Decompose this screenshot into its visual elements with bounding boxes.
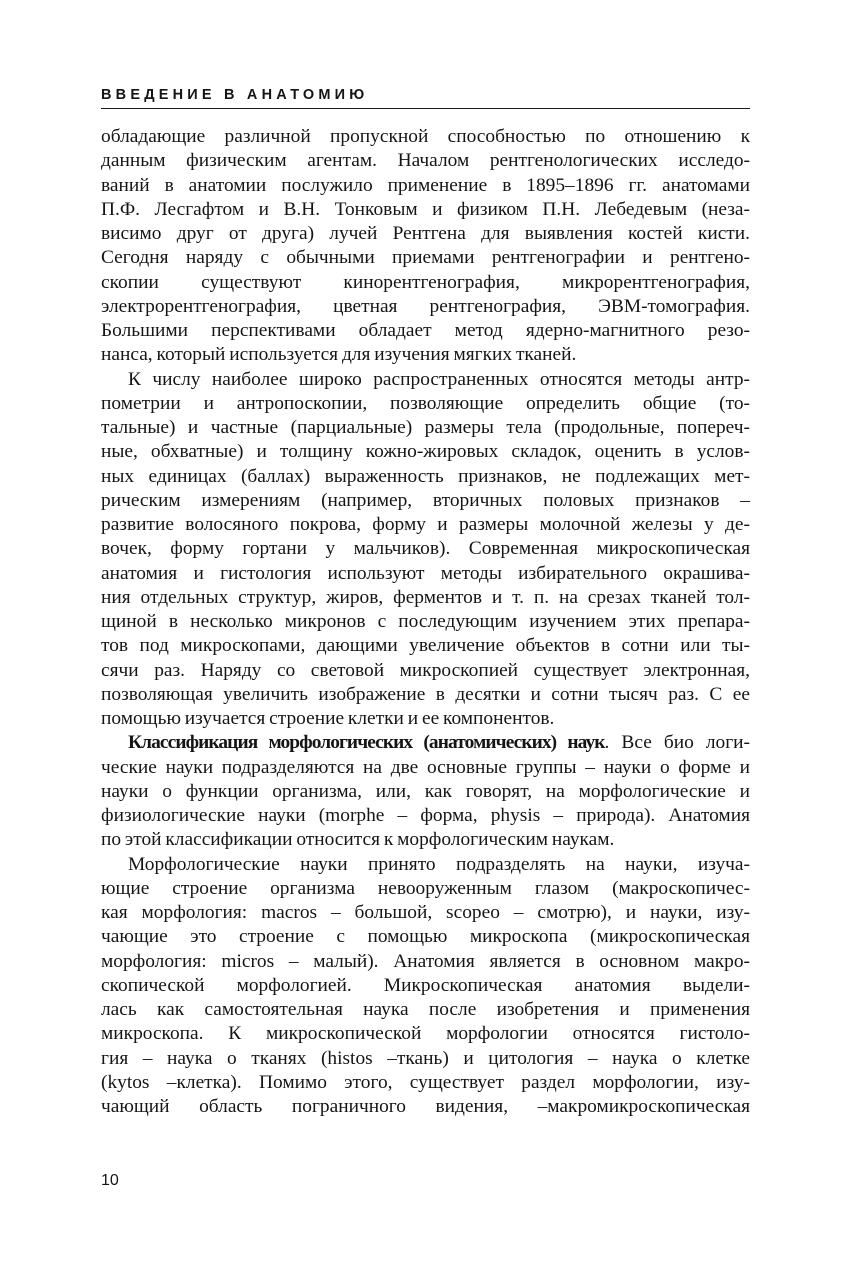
text-line: лась как самостоятельная наука после изобретения и применения <box>101 999 750 1020</box>
text-line: позволяющая увеличить изображение в десятки и сотни тысяч раз. С ее <box>101 683 750 705</box>
text-line: вочек, форму гортани у мальчиков). Современная микроскопическая <box>101 538 750 560</box>
page-number: 10 <box>101 1172 119 1189</box>
text-line: чающий область пограничного видения, –макромикроскопическая <box>101 1096 750 1117</box>
text-line: чающие это строение с помощью микроскопа (микроскопическая <box>101 926 750 948</box>
text-line: данным физическим агентам. Началом рентгенологических исследо- <box>101 150 750 172</box>
text-line: нанса, который используется для изучения мягких тканей. <box>101 344 577 366</box>
section-heading: Классификация морфологических (анатомических) наук <box>128 732 605 754</box>
text-line: Морфологические науки принято подразделять на науки, изуча- <box>128 853 750 875</box>
text-line: рическим измерениям (например, вторичных половых признаков – <box>101 489 750 511</box>
text-line: тальные) и частные (парциальные) размеры тела (продольные, попереч- <box>101 417 750 438</box>
text-line: морфология: micros – малый). Анатомия является в основном макро- <box>101 950 750 972</box>
text-line: ющие строение организма невооруженным глазом (макроскопичес- <box>101 877 750 899</box>
text-line: скопии существуют кинорентгенография, микрорентгенография, <box>101 271 750 293</box>
text-line: щиной в несколько микронов с последующим изучением этих препара- <box>101 611 750 632</box>
text-line: науки о функции организма, или, как говорят, на морфологические и <box>101 780 750 802</box>
text-line: (kytos –клетка). Помимо этого, существует раздел морфологии, изу- <box>101 1071 750 1093</box>
text-line: ческие науки подразделяются на две основные группы – науки о форме и <box>101 756 750 778</box>
section-heading-line: Классификация морфологических (анатомических) наук. Все био логи- <box>128 732 750 754</box>
text-line: обладающие различной пропускной способностью по отношению к <box>101 126 750 147</box>
text-line: микроскопа. К микроскопической морфологии относятся гистоло- <box>101 1023 750 1045</box>
text-line: электрорентгенография, цветная рентгенография, ЭВМ-томография. <box>101 295 750 317</box>
text-line: анатомия и гистология используют методы избирательного окрашива- <box>101 562 750 584</box>
text-run: Все био логи- <box>621 732 750 754</box>
text-line: Большими перспективами обладает метод ядерно-магнитного резо- <box>101 320 750 341</box>
text-line: пометрии и антропоскопии, позволяющие определить общие (то- <box>101 392 750 414</box>
text-line: физиологические науки (morphe – форма, physis – природа). Анатомия <box>101 805 750 826</box>
text-line: висимо друг от друга) лучей Рентгена для выявления костей кисти. <box>101 223 750 244</box>
text-line: ных единицах (баллах) выраженность признаков, не подлежащих мет- <box>101 465 750 487</box>
text-line: К числу наиболее широко распространенных относятся методы антр- <box>128 368 750 390</box>
text-line: по этой классификации относится к морфологическим наукам. <box>101 829 615 851</box>
text-line: ные, обхватные) и толщину кожно-жировых складок, оценить в услов- <box>101 441 750 463</box>
text-line: ваний в анатомии послужило применение в 1895–1896 гг. анатомами <box>101 174 750 196</box>
text-line: Сегодня наряду с обычными приемами рентгенографии и рентгено- <box>101 247 750 269</box>
text-line: тов под микроскопами, дающими увеличение объектов в сотни или ты- <box>101 635 750 657</box>
text-line: помощью изучается строение клетки и ее компонентов. <box>101 708 555 729</box>
text-line: П.Ф. Лесгафтом и В.Н. Тонковым и физиком П.Н. Лебедевым (неза- <box>101 198 750 220</box>
body-text <box>101 125 750 1119</box>
running-head <box>101 84 750 109</box>
text-line: развитие волосяного покрова, форму и размеры молочной железы у де- <box>101 514 750 535</box>
text-line: скопической морфологией. Микроскопическая анатомия выдели- <box>101 974 750 996</box>
text-line: гия – наука о тканях (histos –ткань) и цитология – наука о клетке <box>101 1047 750 1069</box>
text-line: сячи раз. Наряду со световой микроскопией существует электронная, <box>101 659 750 681</box>
text-line: ния отдельных структур, жиров, ферментов и т. п. на срезах тканей тол- <box>101 586 750 608</box>
text-line: кая морфология: macros – большой, scopeo – смотрю), и науки, изу- <box>101 902 750 923</box>
running-title: ВВЕДЕНИЕ В АНАТОМИЮ <box>101 87 369 103</box>
